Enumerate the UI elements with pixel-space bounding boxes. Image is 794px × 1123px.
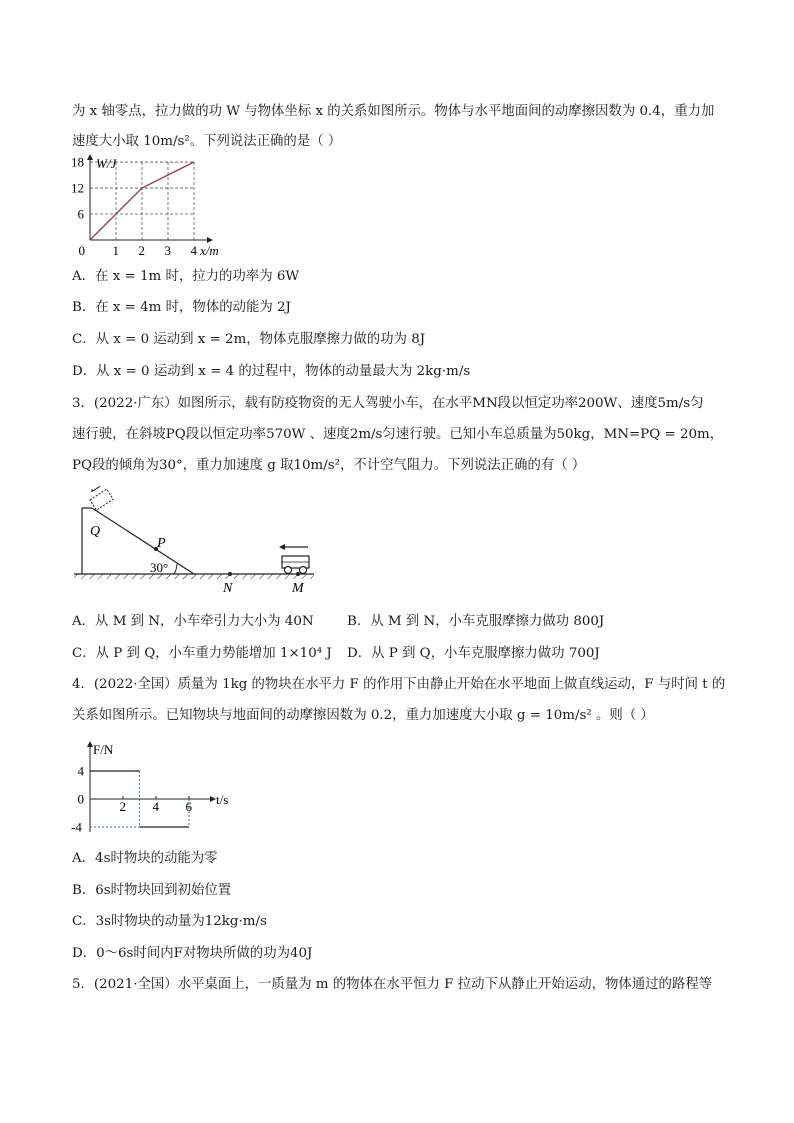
- label-n: N: [223, 581, 233, 596]
- q2-option-a: A．在 x = 1m 时，拉力的功率为 6W: [72, 269, 300, 284]
- q5-text-line1: 5．(2021·全国）水平桌面上，一质量为 m 的物体在水平恒力 F 拉动下从静止开始运动，物体通过的路程等: [72, 977, 713, 992]
- w-graph-x-label: x/m: [200, 243, 219, 258]
- force-time-graph: [70, 742, 250, 842]
- work-displacement-graph: [62, 155, 222, 265]
- f-y-tick-label: 0: [77, 791, 84, 807]
- q3-text-line3: PQ段的倾角为30°，重力加速度 g 取10m/s²，不计空气阻力。下列说法正确的有（ ）: [72, 458, 586, 473]
- q3-option-b: B．从 M 到 N，小车克服摩擦力做功 800J: [347, 614, 605, 629]
- f-x-tick-label: 4: [152, 799, 159, 814]
- label-angle: 30°: [150, 560, 169, 575]
- w-graph-y-label: W/J: [96, 156, 117, 171]
- w-x-tick-label: 2: [138, 243, 145, 258]
- q4-text-line2: 关系如图所示。已知物块与地面间的动摩擦因数为 0.2，重力加速度大小取 g = 10m/s² 。则（ ）: [72, 708, 654, 723]
- car-on-slope: [86, 482, 114, 510]
- q2-option-c: C．从 x = 0 运动到 x = 2m，物体克服摩擦力做的功为 8J: [72, 332, 426, 347]
- w-x-tick-label: 4: [190, 243, 197, 258]
- ground-hatching: [74, 574, 314, 579]
- w-graph-ticks: [71, 155, 219, 258]
- label-p: P: [157, 536, 166, 551]
- f-x-tick-label: 6: [185, 799, 192, 814]
- q2-text-line1: 为 x 轴零点，拉力做的功 W 与物体坐标 x 的关系如图所示。物体与水平地面间的动摩擦因数为 0.4，重力加: [72, 104, 715, 119]
- point-n: [228, 572, 232, 576]
- w-graph-grid: [90, 162, 194, 240]
- label-q: Q: [90, 524, 101, 539]
- w-y-tick-label: 12: [71, 180, 84, 196]
- f-graph-y-label: F/N: [93, 742, 114, 757]
- q4-option-b: B．6s时物块回到初始位置: [72, 883, 232, 898]
- q3-option-d: D．从 P 到 Q，小车克服摩擦力做功 700J: [347, 646, 600, 661]
- f-x-tick-label: 2: [119, 799, 126, 814]
- q4-option-a: A．4s时物块的动能为零: [72, 851, 218, 866]
- q2-option-d: D．从 x = 0 运动到 x = 4 的过程中，物体的动量最大为 2kg·m/s: [72, 364, 471, 379]
- q3-option-c: C．从 P 到 Q，小车重力势能增加 1×10⁴ J: [72, 646, 332, 661]
- label-m: M: [292, 581, 304, 596]
- q2-text-line2: 速度大小取 10m/s²。下列说法正确的是（ ）: [72, 134, 342, 149]
- car-on-ground: [282, 556, 309, 574]
- motion-arrow-head: [279, 544, 285, 550]
- q3-text-line1: 3．(2022·广东）如图所示，载有防疫物资的无人驾驶小车，在水平MN段以恒定功率200W、速度5m/s匀: [72, 396, 704, 411]
- q2-option-b: B．在 x = 4m 时，物体的动能为 2J: [72, 300, 291, 315]
- w-y-tick-label: 6: [77, 206, 84, 222]
- w-x-tick-label: 1: [112, 243, 119, 258]
- w-y-tick-label: 18: [71, 154, 84, 170]
- incline-slope: [92, 508, 194, 574]
- f-graph-x-label: t/s: [216, 792, 229, 807]
- angle-arc: [174, 564, 177, 574]
- q3-text-line2: 速行驶，在斜坡PQ段以恒定功率570W 、速度2m/s匀速行驶。已知小车总质量为50kg，MN=PQ = 20m，: [72, 427, 724, 442]
- point-m: [296, 572, 300, 576]
- q4-text-line1: 4．(2022·全国）质量为 1kg 的物块在水平力 F 的作用下由静止开始在水平地面上做直线运动，F 与时间 t 的: [72, 677, 726, 692]
- w-graph-y-arrow: [87, 154, 93, 160]
- f-y-tick-label: -4: [71, 819, 82, 835]
- f-y-tick-label: 4: [77, 763, 84, 779]
- w-x-tick-label: 3: [164, 243, 171, 258]
- q3-option-a: A．从 M 到 N，小车牵引力大小为 40N: [72, 614, 314, 629]
- w-x-tick-label: 0: [78, 243, 85, 258]
- incline-car-figure: [70, 488, 330, 598]
- q4-option-d: D．0～6s时间内F对物块所做的功为40J: [72, 946, 313, 961]
- q4-option-c: C．3s时物块的动量为12kg·m/s: [72, 914, 267, 929]
